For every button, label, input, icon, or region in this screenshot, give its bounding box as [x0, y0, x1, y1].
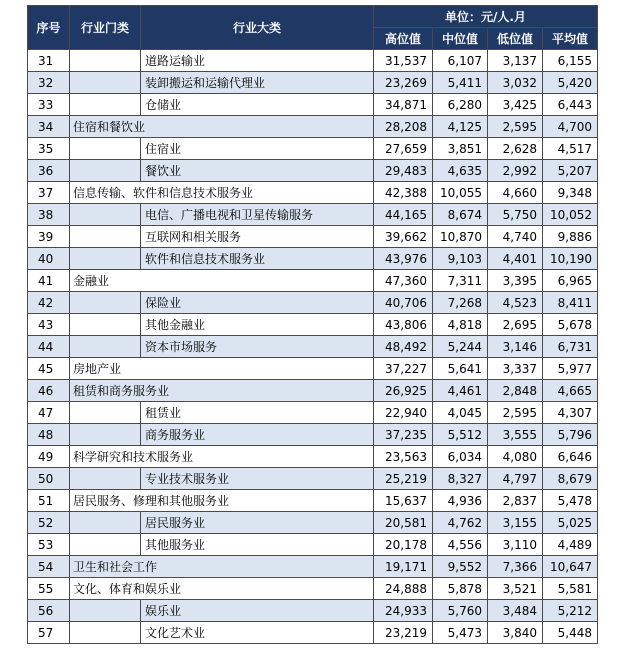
cell-category-empty — [70, 512, 141, 534]
header-seq: 序号 — [28, 6, 70, 50]
cell-category-empty — [70, 160, 141, 182]
cell-avg: 5,207 — [543, 160, 598, 182]
cell-category-empty — [70, 468, 141, 490]
cell-seq: 33 — [28, 94, 70, 116]
cell-major: 商务服务业 — [141, 424, 374, 446]
cell-avg: 8,679 — [543, 468, 598, 490]
cell-category-empty — [70, 138, 141, 160]
table-row — [28, 424, 598, 446]
cell-category: 住宿和餐饮业 — [70, 116, 374, 138]
table-row — [28, 600, 598, 622]
cell-low: 3,032 — [488, 72, 543, 94]
cell-category-empty — [70, 600, 141, 622]
cell-high: 20,581 — [374, 512, 433, 534]
table-row — [28, 578, 598, 600]
cell-mid: 5,878 — [433, 578, 488, 600]
cell-category: 信息传输、软件和信息技术服务业 — [70, 182, 374, 204]
cell-seq: 48 — [28, 424, 70, 446]
cell-high: 28,208 — [374, 116, 433, 138]
table-row — [28, 116, 598, 138]
cell-low: 3,425 — [488, 94, 543, 116]
cell-high: 23,269 — [374, 72, 433, 94]
cell-mid: 4,556 — [433, 534, 488, 556]
table-row — [28, 270, 598, 292]
cell-avg: 5,977 — [543, 358, 598, 380]
cell-major: 租赁业 — [141, 402, 374, 424]
cell-mid: 6,107 — [433, 50, 488, 72]
cell-mid: 5,473 — [433, 622, 488, 644]
cell-seq: 46 — [28, 380, 70, 402]
cell-category-empty — [70, 50, 141, 72]
cell-avg: 9,886 — [543, 226, 598, 248]
cell-mid: 5,760 — [433, 600, 488, 622]
cell-low: 4,523 — [488, 292, 543, 314]
cell-low: 2,992 — [488, 160, 543, 182]
cell-low: 3,484 — [488, 600, 543, 622]
cell-low: 2,837 — [488, 490, 543, 512]
cell-low: 3,146 — [488, 336, 543, 358]
cell-low: 2,695 — [488, 314, 543, 336]
cell-mid: 4,045 — [433, 402, 488, 424]
table-row — [28, 490, 598, 512]
header-high: 高位值 — [374, 28, 433, 50]
cell-avg: 4,517 — [543, 138, 598, 160]
cell-high: 24,888 — [374, 578, 433, 600]
cell-avg: 6,155 — [543, 50, 598, 72]
cell-low: 4,660 — [488, 182, 543, 204]
cell-seq: 57 — [28, 622, 70, 644]
cell-high: 19,171 — [374, 556, 433, 578]
cell-seq: 53 — [28, 534, 70, 556]
cell-low: 3,521 — [488, 578, 543, 600]
cell-major: 资本市场服务 — [141, 336, 374, 358]
cell-avg: 5,478 — [543, 490, 598, 512]
cell-mid: 8,327 — [433, 468, 488, 490]
cell-avg: 5,796 — [543, 424, 598, 446]
cell-low: 3,337 — [488, 358, 543, 380]
cell-avg: 6,965 — [543, 270, 598, 292]
cell-seq: 45 — [28, 358, 70, 380]
table-row — [28, 622, 598, 644]
cell-seq: 41 — [28, 270, 70, 292]
cell-seq: 52 — [28, 512, 70, 534]
cell-high: 20,178 — [374, 534, 433, 556]
cell-major: 餐饮业 — [141, 160, 374, 182]
cell-major: 互联网和相关服务 — [141, 226, 374, 248]
table-row — [28, 468, 598, 490]
cell-category-empty — [70, 622, 141, 644]
table-row — [28, 292, 598, 314]
cell-avg: 5,448 — [543, 622, 598, 644]
cell-category-empty — [70, 402, 141, 424]
table-body — [28, 50, 598, 644]
cell-seq: 38 — [28, 204, 70, 226]
cell-low: 5,750 — [488, 204, 543, 226]
cell-avg: 6,646 — [543, 446, 598, 468]
cell-avg: 4,665 — [543, 380, 598, 402]
cell-low: 2,628 — [488, 138, 543, 160]
cell-major: 其他金融业 — [141, 314, 374, 336]
cell-mid: 7,311 — [433, 270, 488, 292]
cell-avg: 10,647 — [543, 556, 598, 578]
cell-high: 26,925 — [374, 380, 433, 402]
cell-seq: 49 — [28, 446, 70, 468]
cell-mid: 5,411 — [433, 72, 488, 94]
cell-category-empty — [70, 72, 141, 94]
cell-low: 3,840 — [488, 622, 543, 644]
cell-seq: 51 — [28, 490, 70, 512]
cell-category: 卫生和社会工作 — [70, 556, 374, 578]
cell-seq: 34 — [28, 116, 70, 138]
wage-table — [27, 5, 598, 644]
header-major: 行业大类 — [141, 6, 374, 50]
cell-seq: 42 — [28, 292, 70, 314]
cell-category-empty — [70, 248, 141, 270]
table-row — [28, 160, 598, 182]
cell-mid: 9,103 — [433, 248, 488, 270]
table-row — [28, 204, 598, 226]
table-row — [28, 512, 598, 534]
cell-low: 3,110 — [488, 534, 543, 556]
cell-mid: 10,870 — [433, 226, 488, 248]
cell-seq: 37 — [28, 182, 70, 204]
cell-high: 27,659 — [374, 138, 433, 160]
cell-avg: 5,212 — [543, 600, 598, 622]
table-row — [28, 50, 598, 72]
cell-mid: 6,280 — [433, 94, 488, 116]
table-row — [28, 314, 598, 336]
cell-mid: 7,268 — [433, 292, 488, 314]
cell-avg: 5,420 — [543, 72, 598, 94]
cell-avg: 5,025 — [543, 512, 598, 534]
cell-major: 装卸搬运和运输代理业 — [141, 72, 374, 94]
cell-category-empty — [70, 534, 141, 556]
cell-mid: 8,674 — [433, 204, 488, 226]
cell-category: 文化、体育和娱乐业 — [70, 578, 374, 600]
cell-high: 44,165 — [374, 204, 433, 226]
cell-high: 37,227 — [374, 358, 433, 380]
cell-mid: 4,936 — [433, 490, 488, 512]
cell-major: 专业技术服务业 — [141, 468, 374, 490]
header-category: 行业门类 — [70, 6, 141, 50]
cell-category-empty — [70, 226, 141, 248]
cell-low: 2,848 — [488, 380, 543, 402]
cell-category-empty — [70, 94, 141, 116]
cell-avg: 5,581 — [543, 578, 598, 600]
cell-mid: 4,461 — [433, 380, 488, 402]
table-row — [28, 94, 598, 116]
cell-low: 3,395 — [488, 270, 543, 292]
table-header — [28, 6, 598, 50]
cell-mid: 10,055 — [433, 182, 488, 204]
cell-category: 金融业 — [70, 270, 374, 292]
cell-high: 34,871 — [374, 94, 433, 116]
cell-high: 24,933 — [374, 600, 433, 622]
cell-category-empty — [70, 204, 141, 226]
cell-mid: 9,552 — [433, 556, 488, 578]
cell-mid: 4,818 — [433, 314, 488, 336]
cell-seq: 31 — [28, 50, 70, 72]
cell-mid: 3,851 — [433, 138, 488, 160]
cell-avg: 8,411 — [543, 292, 598, 314]
table-row — [28, 138, 598, 160]
table-row — [28, 380, 598, 402]
header-mid: 中位值 — [433, 28, 488, 50]
cell-high: 40,706 — [374, 292, 433, 314]
cell-seq: 55 — [28, 578, 70, 600]
cell-category: 科学研究和技术服务业 — [70, 446, 374, 468]
cell-seq: 36 — [28, 160, 70, 182]
cell-major: 软件和信息技术服务业 — [141, 248, 374, 270]
cell-mid: 5,512 — [433, 424, 488, 446]
cell-avg: 10,052 — [543, 204, 598, 226]
cell-high: 43,806 — [374, 314, 433, 336]
cell-high: 22,940 — [374, 402, 433, 424]
cell-mid: 4,125 — [433, 116, 488, 138]
cell-low: 3,555 — [488, 424, 543, 446]
cell-mid: 4,635 — [433, 160, 488, 182]
cell-major: 居民服务业 — [141, 512, 374, 534]
cell-category: 居民服务、修理和其他服务业 — [70, 490, 374, 512]
cell-low: 4,740 — [488, 226, 543, 248]
cell-category: 租赁和商务服务业 — [70, 380, 374, 402]
cell-major: 电信、广播电视和卫星传输服务 — [141, 204, 374, 226]
cell-avg: 5,678 — [543, 314, 598, 336]
cell-low: 2,595 — [488, 116, 543, 138]
cell-high: 42,388 — [374, 182, 433, 204]
cell-high: 48,492 — [374, 336, 433, 358]
table-row — [28, 336, 598, 358]
cell-high: 47,360 — [374, 270, 433, 292]
cell-category: 房地产业 — [70, 358, 374, 380]
table-row — [28, 534, 598, 556]
cell-high: 29,483 — [374, 160, 433, 182]
cell-category-empty — [70, 314, 141, 336]
cell-avg: 9,348 — [543, 182, 598, 204]
cell-mid: 4,762 — [433, 512, 488, 534]
header-low: 低位值 — [488, 28, 543, 50]
cell-seq: 40 — [28, 248, 70, 270]
cell-low: 7,366 — [488, 556, 543, 578]
cell-major: 娱乐业 — [141, 600, 374, 622]
cell-seq: 43 — [28, 314, 70, 336]
cell-seq: 39 — [28, 226, 70, 248]
cell-major: 保险业 — [141, 292, 374, 314]
table-row — [28, 446, 598, 468]
table-row — [28, 358, 598, 380]
cell-category-empty — [70, 336, 141, 358]
cell-high: 23,219 — [374, 622, 433, 644]
cell-high: 43,976 — [374, 248, 433, 270]
cell-low: 3,155 — [488, 512, 543, 534]
cell-avg: 6,443 — [543, 94, 598, 116]
cell-high: 15,637 — [374, 490, 433, 512]
cell-low: 4,401 — [488, 248, 543, 270]
cell-high: 25,219 — [374, 468, 433, 490]
table-row — [28, 248, 598, 270]
cell-major: 文化艺术业 — [141, 622, 374, 644]
cell-seq: 35 — [28, 138, 70, 160]
header-unit: 单位：元/人.月 — [374, 6, 598, 28]
cell-seq: 54 — [28, 556, 70, 578]
table-row — [28, 182, 598, 204]
cell-low: 4,080 — [488, 446, 543, 468]
cell-low: 3,137 — [488, 50, 543, 72]
cell-seq: 47 — [28, 402, 70, 424]
header-avg: 平均值 — [543, 28, 598, 50]
cell-seq: 50 — [28, 468, 70, 490]
table-row — [28, 226, 598, 248]
cell-major: 道路运输业 — [141, 50, 374, 72]
cell-seq: 56 — [28, 600, 70, 622]
cell-category-empty — [70, 424, 141, 446]
cell-mid: 6,034 — [433, 446, 488, 468]
cell-major: 住宿业 — [141, 138, 374, 160]
cell-mid: 5,641 — [433, 358, 488, 380]
cell-high: 31,537 — [374, 50, 433, 72]
cell-avg: 10,190 — [543, 248, 598, 270]
cell-low: 2,595 — [488, 402, 543, 424]
cell-avg: 6,731 — [543, 336, 598, 358]
cell-avg: 4,307 — [543, 402, 598, 424]
cell-major: 其他服务业 — [141, 534, 374, 556]
cell-mid: 5,244 — [433, 336, 488, 358]
cell-avg: 4,700 — [543, 116, 598, 138]
cell-major: 仓储业 — [141, 94, 374, 116]
cell-high: 37,235 — [374, 424, 433, 446]
cell-high: 39,662 — [374, 226, 433, 248]
cell-avg: 4,489 — [543, 534, 598, 556]
cell-low: 4,797 — [488, 468, 543, 490]
cell-seq: 44 — [28, 336, 70, 358]
table-row — [28, 402, 598, 424]
cell-seq: 32 — [28, 72, 70, 94]
cell-category-empty — [70, 292, 141, 314]
table-row — [28, 72, 598, 94]
cell-high: 23,563 — [374, 446, 433, 468]
table-row — [28, 556, 598, 578]
